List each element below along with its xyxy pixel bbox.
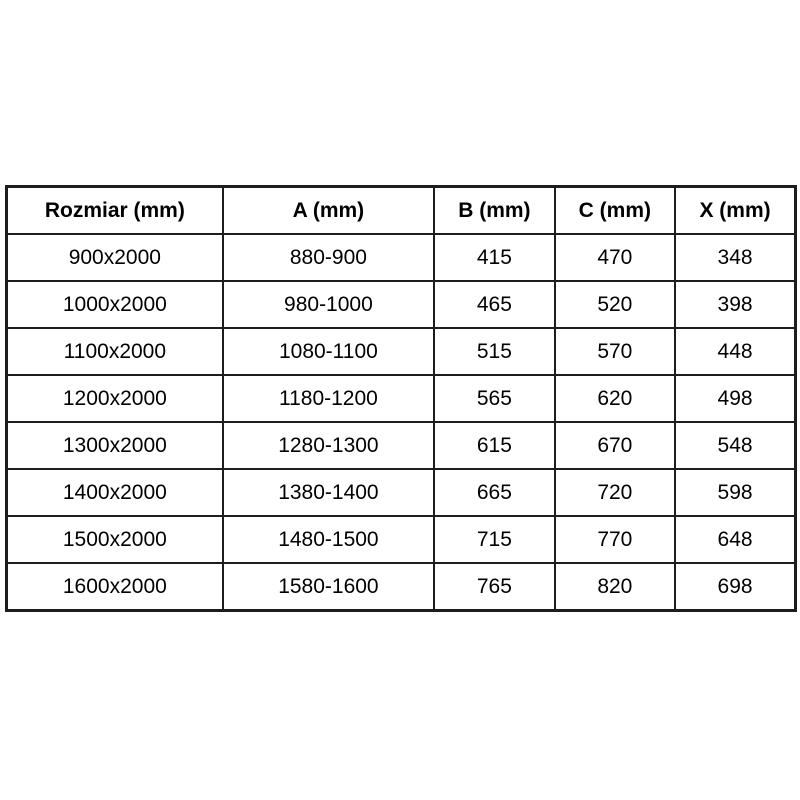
table-cell: 470 — [555, 234, 675, 281]
table-cell: 1080-1100 — [223, 328, 434, 375]
table-cell: 565 — [434, 375, 554, 422]
table-cell: 1480-1500 — [223, 516, 434, 563]
table-cell: 448 — [675, 328, 795, 375]
table-cell: 570 — [555, 328, 675, 375]
table-body — [7, 234, 796, 611]
table-cell: 1180-1200 — [223, 375, 434, 422]
table-cell: 348 — [675, 234, 795, 281]
table-cell: 1400x2000 — [7, 469, 223, 516]
table-cell: 670 — [555, 422, 675, 469]
table-cell: 548 — [675, 422, 795, 469]
dimensions-table — [5, 185, 797, 612]
table-row — [7, 516, 796, 563]
column-header: A (mm) — [223, 187, 434, 235]
header-row — [7, 187, 796, 235]
table-row — [7, 469, 796, 516]
table-cell: 598 — [675, 469, 795, 516]
table-cell: 1380-1400 — [223, 469, 434, 516]
table-cell: 620 — [555, 375, 675, 422]
table-cell: 515 — [434, 328, 554, 375]
table-row — [7, 234, 796, 281]
table-cell: 1300x2000 — [7, 422, 223, 469]
table-cell: 615 — [434, 422, 554, 469]
table-row — [7, 328, 796, 375]
table-row — [7, 375, 796, 422]
column-header: X (mm) — [675, 187, 795, 235]
column-header: C (mm) — [555, 187, 675, 235]
table-cell: 665 — [434, 469, 554, 516]
table-cell: 765 — [434, 563, 554, 611]
table-cell: 1100x2000 — [7, 328, 223, 375]
table-cell: 1200x2000 — [7, 375, 223, 422]
table-cell: 1600x2000 — [7, 563, 223, 611]
column-header: Rozmiar (mm) — [7, 187, 223, 235]
table-row — [7, 563, 796, 611]
table-cell: 698 — [675, 563, 795, 611]
table-cell: 415 — [434, 234, 554, 281]
table-cell: 900x2000 — [7, 234, 223, 281]
table-cell: 1500x2000 — [7, 516, 223, 563]
table-cell: 398 — [675, 281, 795, 328]
table-row — [7, 422, 796, 469]
table-row — [7, 281, 796, 328]
column-header: B (mm) — [434, 187, 554, 235]
table-cell: 1280-1300 — [223, 422, 434, 469]
table-cell: 715 — [434, 516, 554, 563]
table-cell: 498 — [675, 375, 795, 422]
table-cell: 648 — [675, 516, 795, 563]
table-cell: 820 — [555, 563, 675, 611]
table-cell: 980-1000 — [223, 281, 434, 328]
table-cell: 880-900 — [223, 234, 434, 281]
table-cell: 1000x2000 — [7, 281, 223, 328]
table-cell: 720 — [555, 469, 675, 516]
table-cell: 465 — [434, 281, 554, 328]
table-cell: 520 — [555, 281, 675, 328]
table-cell: 1580-1600 — [223, 563, 434, 611]
table-cell: 770 — [555, 516, 675, 563]
